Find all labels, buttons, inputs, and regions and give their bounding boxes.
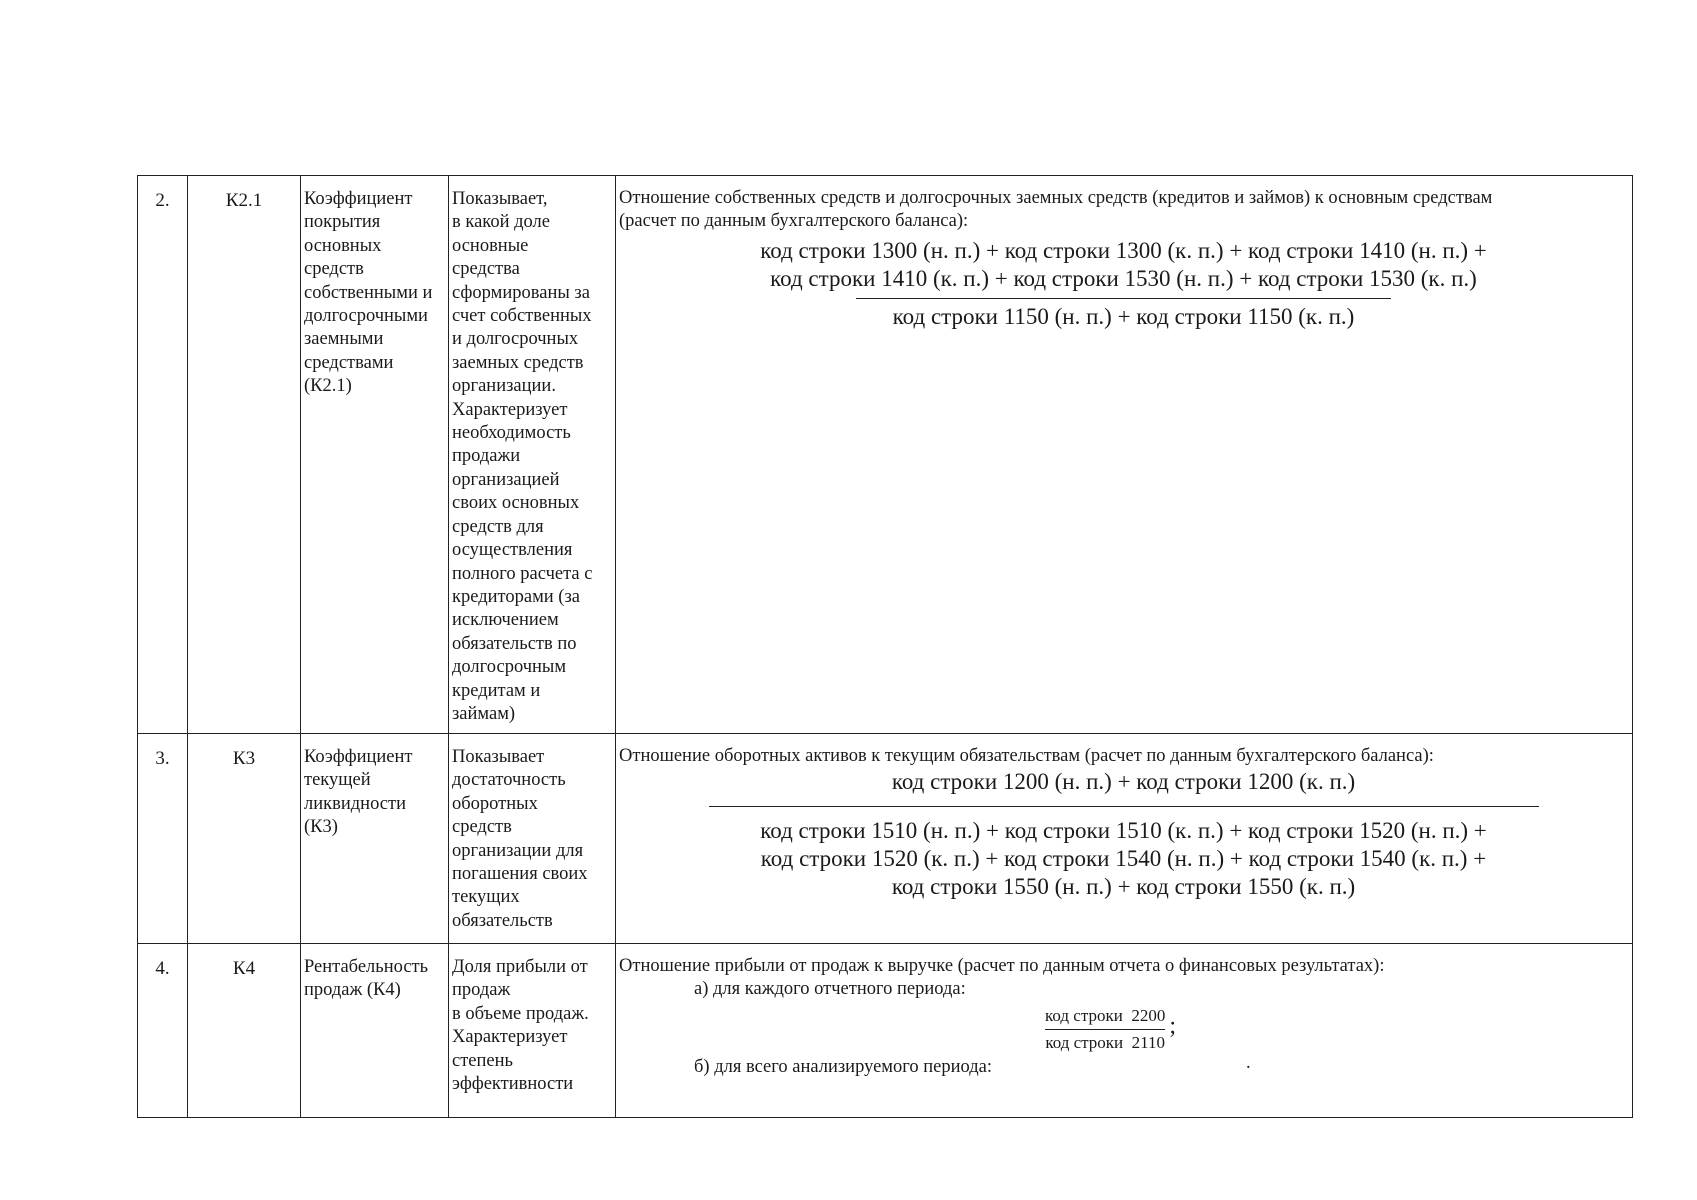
row-number: 4. [138, 944, 188, 1118]
text-line: организации для [452, 840, 584, 861]
text-line: покрытия [304, 212, 381, 233]
table-row [138, 944, 1633, 1118]
indicators-table [137, 175, 1633, 1118]
text-line: ликвидности [304, 793, 406, 814]
indicator-code: К2.1 [188, 176, 301, 734]
text-line: код строки 1200 (н. п.) + код строки 1200 (к. п.) [891, 769, 1356, 794]
small-numerator: код строки 2200 [1045, 1006, 1166, 1025]
text-line: Доля прибыли от [452, 957, 588, 977]
trailing-dot: . [1246, 1053, 1251, 1073]
indicator-code: К3 [188, 734, 301, 944]
text-line: полного расчета с [452, 563, 593, 584]
indicator-description [449, 176, 616, 734]
indicator-description [449, 944, 616, 1118]
text-line: код строки 1300 (н. п.) + код строки 1300 (к. п.) + код строки 1410 (н. п.) + [760, 238, 1487, 263]
text-line: оборотных [452, 793, 538, 814]
small-fraction [1045, 1003, 1165, 1056]
item-a: а) для каждого отчетного периода: [694, 979, 966, 999]
text-line: код строки 1410 (к. п.) + код строки 1530 (н. п.) + код строки 1530 (к. п.) [770, 266, 1477, 291]
formula-numerator [760, 237, 1487, 293]
formula-fraction [619, 237, 1628, 331]
text-line: код строки 1150 (н. п.) + код строки 1150 (к. п.) [892, 304, 1355, 329]
calculation-intro [619, 955, 1628, 978]
text-line: основные [452, 235, 529, 256]
text-line: кредиторами (за [452, 586, 580, 607]
text-line: Показывает [452, 747, 545, 767]
text-line: погашения своих [452, 864, 588, 885]
text-line: и долгосрочных [452, 329, 579, 350]
row-number: 2. [138, 176, 188, 734]
item-b-line [619, 1053, 1628, 1079]
text-line: обязательств по [452, 633, 577, 654]
text-line: заемными [304, 329, 384, 350]
text-line: (К2.1) [304, 376, 352, 397]
text-line: обязательств [452, 910, 553, 931]
text-line: Показывает, [452, 189, 548, 209]
formula-fraction [619, 768, 1628, 901]
text-line: Отношение оборотных активов к текущим обязательствам (расчет по данным бухгалтерского баланса): [619, 746, 1434, 766]
text-line: Характеризует [452, 1027, 568, 1048]
text-line: долгосрочным [452, 657, 567, 678]
formula-denominator [893, 303, 1355, 331]
small-formula [619, 1003, 1628, 1056]
text-line: текущей [304, 770, 371, 791]
item-b: б) для всего анализируемого периода: [694, 1057, 993, 1077]
text-line: (К3) [304, 817, 338, 838]
text-line: продаж [452, 980, 511, 1001]
indicator-name [301, 176, 449, 734]
text-line: Отношение собственных средств и долгосрочных заемных средств (кредитов и займов) к основным средствам [619, 188, 1493, 208]
text-line: счет собственных [452, 306, 592, 327]
text-line: Коэффициент [304, 747, 413, 767]
text-line: средств [304, 259, 364, 280]
calculation-intro [619, 187, 1628, 233]
text-line: средства [452, 259, 520, 280]
text-line: в объеме продаж. [452, 1003, 589, 1024]
text-line: организацией [452, 469, 560, 490]
row-number: 3. [138, 734, 188, 944]
table-row [138, 176, 1633, 734]
calculation-cell [616, 176, 1633, 734]
text-line: в какой доле [452, 212, 550, 233]
calculation-cell [616, 734, 1633, 944]
calculation-intro [619, 745, 1628, 768]
text-line: Отношение прибыли от продаж к выручке (расчет по данным отчета о финансовых результатах): [619, 956, 1385, 976]
fraction-bar [709, 806, 1539, 807]
text-line: степень [452, 1050, 513, 1071]
text-line: долгосрочными [304, 306, 428, 327]
text-line: осуществления [452, 540, 573, 561]
text-line: исключением [452, 610, 559, 631]
formula-numerator [892, 768, 1355, 796]
text-line: собственными и [304, 282, 433, 303]
text-line: кредитам и [452, 680, 541, 701]
text-line: текущих [452, 887, 520, 908]
indicator-code: К4 [188, 944, 301, 1118]
text-line: основных [304, 235, 382, 256]
text-line: займам) [452, 703, 516, 724]
small-denominator: код строки 2110 [1045, 1033, 1166, 1052]
text-line: заемных средств [452, 352, 584, 373]
indicator-name [301, 734, 449, 944]
text-line: код строки 1550 (н. п.) + код строки 1550 (к. п.) [891, 874, 1356, 899]
text-line: Коэффициент [304, 189, 413, 209]
calculation-cell [616, 944, 1633, 1118]
text-line: средств [452, 817, 512, 838]
text-line: продажи [452, 446, 521, 467]
text-line: эффективности [452, 1074, 574, 1095]
text-line: достаточность [452, 770, 566, 791]
text-line: код строки 1510 (н. п.) + код строки 1510 (к. п.) + код строки 1520 (н. п.) + [760, 818, 1487, 843]
formula-denominator [760, 817, 1487, 901]
indicator-name [301, 944, 449, 1118]
text-line: средств для [452, 516, 544, 537]
formula-separator: ; [1169, 1013, 1177, 1039]
indicator-description [449, 734, 616, 944]
text-line: Рентабельность [304, 957, 429, 977]
text-line: необходимость [452, 423, 571, 444]
text-line: своих основных [452, 493, 580, 514]
text-line: организации. [452, 376, 556, 397]
text-line: сформированы за [452, 282, 590, 303]
fraction-bar [856, 298, 1391, 299]
text-line: Характеризует [452, 399, 568, 420]
text-line: продаж (К4) [304, 980, 401, 1001]
text-line: средствами [304, 352, 394, 373]
table-row [138, 734, 1633, 944]
text-line: код строки 1520 (к. п.) + код строки 1540 (н. п.) + код строки 1540 (к. п.) + [760, 846, 1487, 871]
text-line: (расчет по данным бухгалтерского баланса): [619, 211, 969, 231]
